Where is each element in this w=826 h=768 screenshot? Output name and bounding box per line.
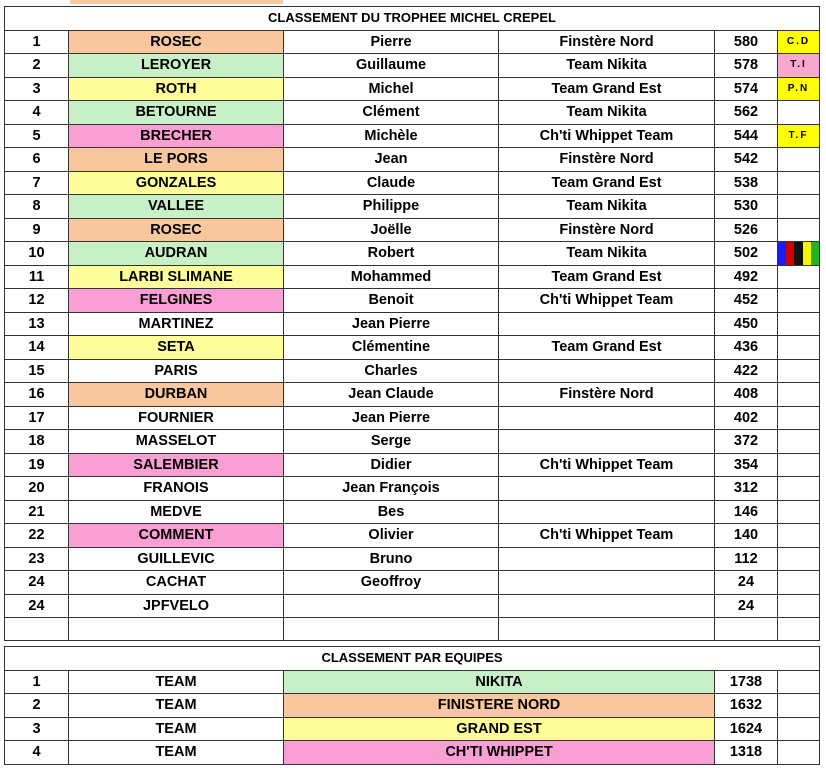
rank-cell[interactable]: 6 xyxy=(5,148,69,172)
table-row xyxy=(5,359,820,383)
firstname-cell[interactable]: Serge xyxy=(284,430,499,454)
lastname-cell[interactable]: GUILLEVIC xyxy=(69,547,284,571)
firstname-cell[interactable]: Pierre xyxy=(284,30,499,54)
jersey-badge-cell[interactable] xyxy=(778,547,820,571)
trophy-title: CLASSEMENT DU TROPHEE MICHEL CREPEL xyxy=(5,7,820,31)
team-cell[interactable]: Team Grand Est xyxy=(499,265,715,289)
team-points-cell[interactable]: 1632 xyxy=(715,694,778,718)
empty-cell[interactable] xyxy=(715,618,778,641)
firstname-cell[interactable] xyxy=(284,594,499,618)
firstname-cell[interactable]: Benoit xyxy=(284,289,499,313)
team-cell[interactable] xyxy=(499,547,715,571)
table-row xyxy=(5,694,820,718)
rank-cell[interactable]: 16 xyxy=(5,383,69,407)
empty-cell[interactable] xyxy=(778,717,820,741)
firstname-cell[interactable]: Robert xyxy=(284,242,499,266)
team-label-cell[interactable]: TEAM xyxy=(69,694,284,718)
jersey-badge-cell[interactable] xyxy=(778,477,820,501)
team-cell[interactable]: Team Grand Est xyxy=(499,77,715,101)
team-points-cell[interactable]: 1318 xyxy=(715,741,778,765)
rank-cell[interactable]: 9 xyxy=(5,218,69,242)
team-rank-cell[interactable]: 3 xyxy=(5,717,69,741)
lastname-cell[interactable]: BRECHER xyxy=(69,124,284,148)
team-cell[interactable] xyxy=(499,406,715,430)
team-cell[interactable]: Team Grand Est xyxy=(499,171,715,195)
table-row xyxy=(5,670,820,694)
table-row xyxy=(5,406,820,430)
team-cell[interactable] xyxy=(499,571,715,595)
rank-cell[interactable]: 18 xyxy=(5,430,69,454)
team-name-cell[interactable]: NIKITA xyxy=(284,670,715,694)
points-cell[interactable]: 146 xyxy=(715,500,778,524)
table-row xyxy=(5,477,820,501)
team-cell[interactable]: Ch'ti Whippet Team xyxy=(499,289,715,313)
team-title-row xyxy=(5,647,820,671)
lastname-cell[interactable]: GONZALES xyxy=(69,171,284,195)
table-row xyxy=(5,717,820,741)
firstname-cell[interactable]: Joëlle xyxy=(284,218,499,242)
firstname-cell[interactable]: Jean Pierre xyxy=(284,406,499,430)
jersey-badge-cell[interactable] xyxy=(778,148,820,172)
trophy-title-row xyxy=(5,7,820,31)
lastname-cell[interactable]: JPFVELO xyxy=(69,594,284,618)
lastname-cell[interactable]: MARTINEZ xyxy=(69,312,284,336)
lastname-cell[interactable]: BETOURNE xyxy=(69,101,284,125)
jersey-badge-cell[interactable] xyxy=(778,406,820,430)
table-row xyxy=(5,77,820,101)
firstname-cell[interactable]: Jean Claude xyxy=(284,383,499,407)
points-cell[interactable]: 450 xyxy=(715,312,778,336)
lastname-cell[interactable]: SETA xyxy=(69,336,284,360)
lastname-cell[interactable]: MEDVE xyxy=(69,500,284,524)
firstname-cell[interactable]: Mohammed xyxy=(284,265,499,289)
lastname-cell[interactable]: LEROYER xyxy=(69,54,284,78)
trophy-ranking-table xyxy=(4,6,820,641)
firstname-cell[interactable]: Michèle xyxy=(284,124,499,148)
firstname-cell[interactable]: Jean xyxy=(284,148,499,172)
team-name-cell[interactable]: GRAND EST xyxy=(284,717,715,741)
points-cell[interactable]: 538 xyxy=(715,171,778,195)
team-label-cell[interactable]: TEAM xyxy=(69,717,284,741)
jersey-badge-cell[interactable] xyxy=(778,500,820,524)
jersey-badge-cell[interactable] xyxy=(778,524,820,548)
table-row xyxy=(5,54,820,78)
empty-cell[interactable] xyxy=(778,618,820,641)
rank-cell[interactable]: 7 xyxy=(5,171,69,195)
jersey-badge-cell[interactable] xyxy=(778,312,820,336)
rank-cell[interactable]: 8 xyxy=(5,195,69,219)
table-row xyxy=(5,500,820,524)
team-cell[interactable] xyxy=(499,359,715,383)
points-cell[interactable]: 502 xyxy=(715,242,778,266)
rank-cell[interactable]: 3 xyxy=(5,77,69,101)
world-champion-stripes-icon xyxy=(778,242,819,265)
jersey-badge-cell[interactable] xyxy=(778,594,820,618)
rank-cell[interactable]: 20 xyxy=(5,477,69,501)
rank-cell[interactable]: 11 xyxy=(5,265,69,289)
rank-cell[interactable]: 15 xyxy=(5,359,69,383)
rank-cell[interactable]: 24 xyxy=(5,571,69,595)
team-title: CLASSEMENT PAR EQUIPES xyxy=(5,647,820,671)
team-label-cell[interactable]: TEAM xyxy=(69,741,284,765)
empty-cell[interactable] xyxy=(5,618,69,641)
table-row xyxy=(5,30,820,54)
points-cell[interactable]: 544 xyxy=(715,124,778,148)
rank-cell[interactable]: 10 xyxy=(5,242,69,266)
points-cell[interactable]: 408 xyxy=(715,383,778,407)
table-row xyxy=(5,195,820,219)
lastname-cell[interactable]: MASSELOT xyxy=(69,430,284,454)
lastname-cell[interactable]: LARBI SLIMANE xyxy=(69,265,284,289)
points-cell[interactable]: 402 xyxy=(715,406,778,430)
lastname-cell[interactable]: AUDRAN xyxy=(69,242,284,266)
team-rank-cell[interactable]: 4 xyxy=(5,741,69,765)
lastname-cell[interactable]: PARIS xyxy=(69,359,284,383)
lastname-cell[interactable]: ROSEC xyxy=(69,218,284,242)
stripe xyxy=(778,242,786,265)
points-cell[interactable]: 436 xyxy=(715,336,778,360)
table-row xyxy=(5,101,820,125)
rank-cell[interactable]: 1 xyxy=(5,30,69,54)
table-row xyxy=(5,383,820,407)
lastname-cell[interactable]: COMMENT xyxy=(69,524,284,548)
table-row xyxy=(5,571,820,595)
lastname-cell[interactable]: FRANOIS xyxy=(69,477,284,501)
table-row xyxy=(5,741,820,765)
team-rank-cell[interactable]: 1 xyxy=(5,670,69,694)
empty-cell[interactable] xyxy=(284,618,499,641)
table-row xyxy=(5,218,820,242)
team-cell[interactable] xyxy=(499,312,715,336)
jersey-badge-cell[interactable]: T.I xyxy=(778,54,820,78)
jersey-badge-cell[interactable] xyxy=(778,430,820,454)
firstname-cell[interactable]: Clément xyxy=(284,101,499,125)
top-edge-fill xyxy=(70,0,283,4)
stripe xyxy=(811,242,819,265)
jersey-badge-cell[interactable] xyxy=(778,171,820,195)
team-name-cell[interactable]: FINISTERE NORD xyxy=(284,694,715,718)
rank-cell[interactable]: 4 xyxy=(5,101,69,125)
points-cell[interactable]: 542 xyxy=(715,148,778,172)
table-row xyxy=(5,289,820,313)
lastname-cell[interactable]: LE PORS xyxy=(69,148,284,172)
points-cell[interactable]: 312 xyxy=(715,477,778,501)
jersey-badge-cell[interactable] xyxy=(778,289,820,313)
points-cell[interactable]: 562 xyxy=(715,101,778,125)
rank-cell[interactable]: 19 xyxy=(5,453,69,477)
table-row xyxy=(5,547,820,571)
points-cell[interactable]: 24 xyxy=(715,594,778,618)
points-cell[interactable]: 530 xyxy=(715,195,778,219)
team-ranking-table xyxy=(4,646,820,765)
rank-cell[interactable]: 14 xyxy=(5,336,69,360)
firstname-cell[interactable]: Guillaume xyxy=(284,54,499,78)
rank-cell[interactable]: 5 xyxy=(5,124,69,148)
team-cell[interactable]: Team Nikita xyxy=(499,54,715,78)
jersey-badge-cell[interactable] xyxy=(778,218,820,242)
empty-cell[interactable] xyxy=(69,618,284,641)
points-cell[interactable]: 372 xyxy=(715,430,778,454)
team-cell[interactable]: Ch'ti Whippet Team xyxy=(499,124,715,148)
rank-cell[interactable]: 22 xyxy=(5,524,69,548)
jersey-badge-cell[interactable] xyxy=(778,242,820,266)
lastname-cell[interactable]: ROSEC xyxy=(69,30,284,54)
team-label-cell[interactable]: TEAM xyxy=(69,670,284,694)
stripe xyxy=(803,242,811,265)
table-row xyxy=(5,453,820,477)
lastname-cell[interactable]: ROTH xyxy=(69,77,284,101)
firstname-cell[interactable]: Jean Pierre xyxy=(284,312,499,336)
firstname-cell[interactable]: Geoffroy xyxy=(284,571,499,595)
team-cell[interactable]: Finstère Nord xyxy=(499,30,715,54)
empty-cell[interactable] xyxy=(778,670,820,694)
lastname-cell[interactable]: DURBAN xyxy=(69,383,284,407)
points-cell[interactable]: 354 xyxy=(715,453,778,477)
jersey-badge-cell[interactable] xyxy=(778,195,820,219)
firstname-cell[interactable]: Michel xyxy=(284,77,499,101)
jersey-badge-cell[interactable] xyxy=(778,453,820,477)
team-points-cell[interactable]: 1624 xyxy=(715,717,778,741)
points-cell[interactable]: 112 xyxy=(715,547,778,571)
firstname-cell[interactable]: Clémentine xyxy=(284,336,499,360)
jersey-badge-cell[interactable]: T.F xyxy=(778,124,820,148)
firstname-cell[interactable]: Didier xyxy=(284,453,499,477)
points-cell[interactable]: 452 xyxy=(715,289,778,313)
points-cell[interactable]: 578 xyxy=(715,54,778,78)
empty-cell[interactable] xyxy=(778,741,820,765)
jersey-badge-cell[interactable]: C.D xyxy=(778,30,820,54)
lastname-cell[interactable]: SALEMBIER xyxy=(69,453,284,477)
stripe xyxy=(786,242,794,265)
rank-cell[interactable]: 23 xyxy=(5,547,69,571)
lastname-cell[interactable]: FELGINES xyxy=(69,289,284,313)
team-cell[interactable]: Ch'ti Whippet Team xyxy=(499,453,715,477)
table-row xyxy=(5,148,820,172)
rank-cell[interactable]: 12 xyxy=(5,289,69,313)
jersey-badge-cell[interactable] xyxy=(778,571,820,595)
rank-cell[interactable]: 2 xyxy=(5,54,69,78)
points-cell[interactable]: 574 xyxy=(715,77,778,101)
points-cell[interactable]: 422 xyxy=(715,359,778,383)
stripe xyxy=(794,242,802,265)
team-points-cell[interactable]: 1738 xyxy=(715,670,778,694)
points-cell[interactable]: 580 xyxy=(715,30,778,54)
team-name-cell[interactable]: CH'TI WHIPPET xyxy=(284,741,715,765)
table-row xyxy=(5,265,820,289)
points-cell[interactable]: 24 xyxy=(715,571,778,595)
team-cell[interactable]: Team Nikita xyxy=(499,101,715,125)
empty-cell[interactable] xyxy=(778,694,820,718)
jersey-badge-cell[interactable] xyxy=(778,383,820,407)
jersey-badge-cell[interactable] xyxy=(778,359,820,383)
points-cell[interactable]: 526 xyxy=(715,218,778,242)
table-row xyxy=(5,336,820,360)
blank-row xyxy=(5,618,820,641)
jersey-badge-cell[interactable] xyxy=(778,265,820,289)
rank-cell[interactable]: 17 xyxy=(5,406,69,430)
points-cell[interactable]: 140 xyxy=(715,524,778,548)
team-cell[interactable] xyxy=(499,430,715,454)
top-edge xyxy=(0,0,826,4)
firstname-cell[interactable]: Olivier xyxy=(284,524,499,548)
table-row xyxy=(5,171,820,195)
team-cell[interactable] xyxy=(499,477,715,501)
rank-cell[interactable]: 24 xyxy=(5,594,69,618)
table-row xyxy=(5,594,820,618)
firstname-cell[interactable]: Charles xyxy=(284,359,499,383)
table-row xyxy=(5,524,820,548)
table-row xyxy=(5,124,820,148)
team-rank-cell[interactable]: 2 xyxy=(5,694,69,718)
points-cell[interactable]: 492 xyxy=(715,265,778,289)
table-row xyxy=(5,242,820,266)
jersey-badge-cell[interactable] xyxy=(778,101,820,125)
jersey-badge-cell[interactable] xyxy=(778,336,820,360)
table-row xyxy=(5,430,820,454)
team-cell[interactable]: Finstère Nord xyxy=(499,383,715,407)
firstname-cell[interactable]: Bes xyxy=(284,500,499,524)
firstname-cell[interactable]: Bruno xyxy=(284,547,499,571)
team-cell[interactable]: Finstère Nord xyxy=(499,218,715,242)
firstname-cell[interactable]: Claude xyxy=(284,171,499,195)
table-row xyxy=(5,312,820,336)
lastname-cell[interactable]: VALLEE xyxy=(69,195,284,219)
team-cell[interactable]: Team Nikita xyxy=(499,242,715,266)
jersey-badge-cell[interactable]: P.N xyxy=(778,77,820,101)
lastname-cell[interactable]: FOURNIER xyxy=(69,406,284,430)
team-cell[interactable]: Team Nikita xyxy=(499,195,715,219)
team-cell[interactable] xyxy=(499,594,715,618)
empty-cell[interactable] xyxy=(499,618,715,641)
team-cell[interactable] xyxy=(499,500,715,524)
rank-cell[interactable]: 13 xyxy=(5,312,69,336)
firstname-cell[interactable]: Philippe xyxy=(284,195,499,219)
team-cell[interactable]: Team Grand Est xyxy=(499,336,715,360)
lastname-cell[interactable]: CACHAT xyxy=(69,571,284,595)
rank-cell[interactable]: 21 xyxy=(5,500,69,524)
firstname-cell[interactable]: Jean François xyxy=(284,477,499,501)
team-cell[interactable]: Ch'ti Whippet Team xyxy=(499,524,715,548)
team-cell[interactable]: Finstère Nord xyxy=(499,148,715,172)
